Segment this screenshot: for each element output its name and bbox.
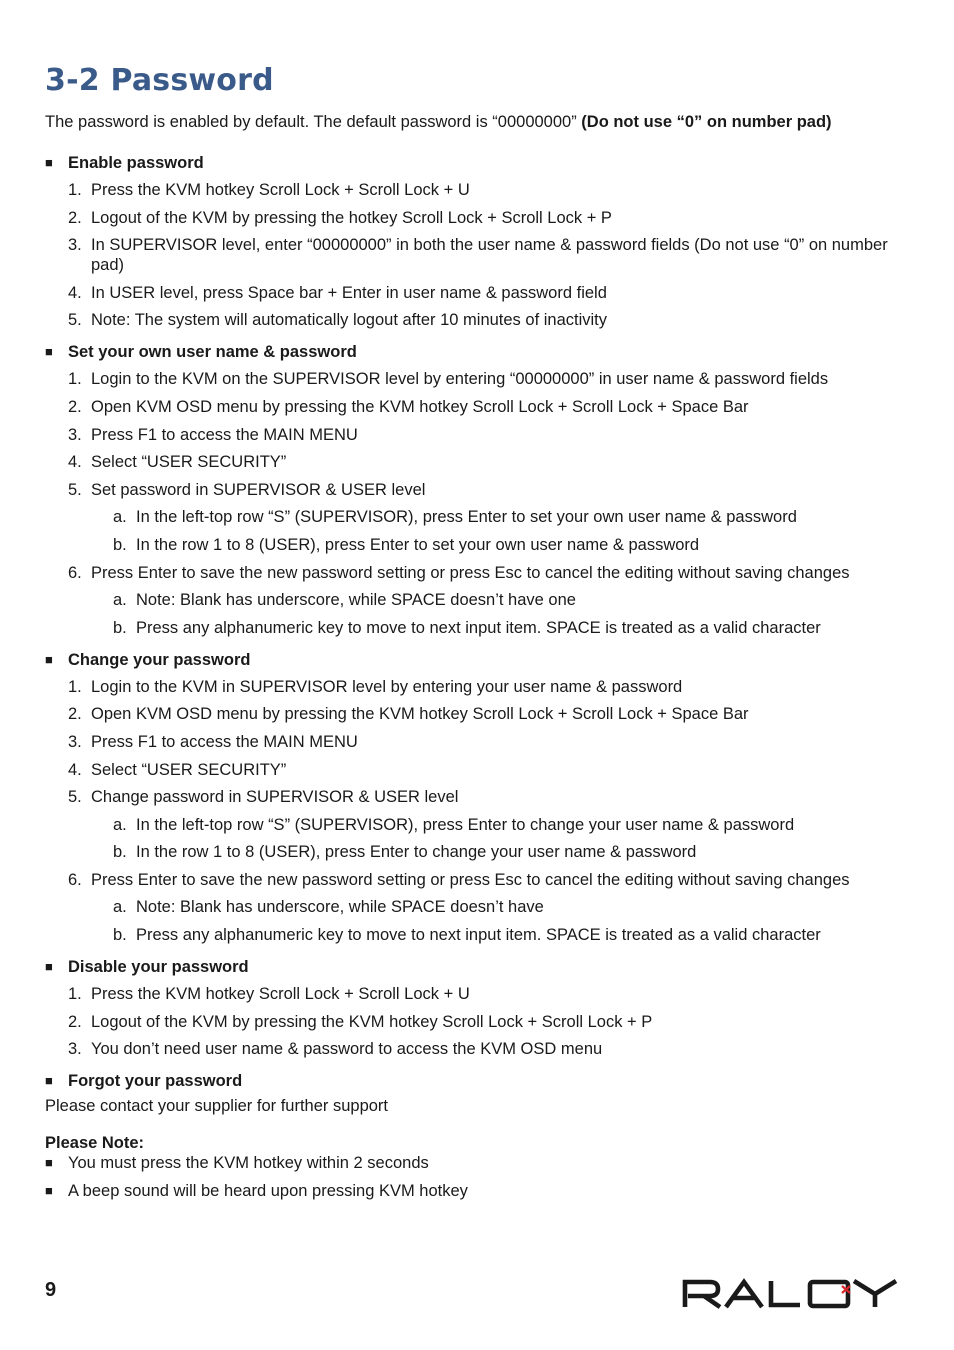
section-heading-text: Enable password bbox=[68, 154, 204, 172]
step-text: Press the KVM hotkey Scroll Lock + Scroll Lock + U bbox=[91, 181, 470, 199]
section bbox=[45, 153, 915, 330]
step-item bbox=[45, 397, 915, 417]
step-text: Login to the KVM on the SUPERVISOR level by entering “00000000” in user name & password fields bbox=[91, 370, 829, 389]
substep-item bbox=[91, 815, 915, 835]
note-title: Please Note: bbox=[45, 1134, 145, 1153]
raloy-logo-graphic bbox=[682, 1277, 910, 1311]
note-item-text: A beep sound will be heard upon pressing KVM hotkey bbox=[68, 1182, 468, 1201]
note-item-text: You must press the KVM hotkey within 2 seconds bbox=[68, 1154, 429, 1173]
substep-item bbox=[91, 535, 915, 555]
square-bullet-icon: ■ bbox=[45, 959, 53, 975]
substep-text: In the row 1 to 8 (USER), press Enter to set your own user name & password bbox=[136, 535, 700, 554]
step-number: 3. bbox=[68, 732, 82, 751]
step-text: In SUPERVISOR level, enter “00000000” in both the user name & password fields (Do not use “0” on number pad) bbox=[91, 236, 888, 275]
substep-letter: b. bbox=[113, 926, 127, 945]
step-item bbox=[45, 1012, 915, 1032]
step-text: Select “USER SECURITY” bbox=[91, 453, 287, 472]
step-item bbox=[45, 704, 915, 724]
step-text: You don’t need user name & password to access the KVM OSD menu bbox=[91, 1040, 603, 1059]
square-bullet-icon: ■ bbox=[45, 1155, 53, 1171]
step-number: 2. bbox=[68, 705, 82, 724]
step-number: 1. bbox=[68, 677, 82, 696]
section-heading-text: Forgot your password bbox=[68, 1072, 243, 1091]
step-text: Logout of the KVM by pressing the hotkey Scroll Lock + Scroll Lock + P bbox=[91, 208, 612, 227]
substep-letter: a. bbox=[113, 591, 127, 610]
step-number: 3. bbox=[68, 425, 82, 444]
substep-letter: b. bbox=[113, 618, 127, 637]
section bbox=[45, 650, 915, 945]
note-item bbox=[45, 1153, 915, 1173]
step-number: 2. bbox=[68, 1012, 82, 1031]
substep-item bbox=[91, 925, 915, 945]
step-item bbox=[45, 787, 915, 862]
step-item bbox=[45, 1039, 915, 1059]
step-item bbox=[45, 310, 915, 330]
step-text: Set password in SUPERVISOR & USER level bbox=[91, 480, 426, 499]
substep-text: In the left-top row “S” (SUPERVISOR), press Enter to change your user name & password bbox=[136, 815, 795, 834]
step-item bbox=[45, 677, 915, 697]
step-text: Press the KVM hotkey Scroll Lock + Scroll Lock + U bbox=[91, 985, 470, 1004]
substep-item bbox=[91, 618, 915, 638]
step-text: Press F1 to access the MAIN MENU bbox=[91, 425, 358, 444]
substep-letter: b. bbox=[113, 843, 127, 862]
substep-list bbox=[91, 897, 915, 945]
substep-item bbox=[91, 897, 915, 917]
page-number: 9 bbox=[45, 1279, 57, 1301]
step-item bbox=[45, 208, 915, 228]
substep-text: Note: Blank has underscore, while SPACE doesn’t have bbox=[136, 898, 544, 917]
substep-text: Press any alphanumeric key to move to next input item. SPACE is treated as a valid character bbox=[136, 618, 821, 637]
square-bullet-icon: ■ bbox=[45, 155, 53, 170]
page-title: 3-2 Password bbox=[45, 63, 274, 98]
section-heading-text: Set your own user name & password bbox=[68, 343, 357, 362]
step-item bbox=[45, 235, 915, 275]
step-number: 1. bbox=[68, 370, 82, 389]
substep-text: In the left-top row “S” (SUPERVISOR), press Enter to set your own user name & password bbox=[136, 508, 797, 527]
step-text: Select “USER SECURITY” bbox=[91, 760, 287, 779]
note-item bbox=[45, 1181, 915, 1201]
step-item bbox=[45, 480, 915, 555]
step-item bbox=[45, 369, 915, 389]
square-bullet-icon: ■ bbox=[45, 344, 53, 360]
step-number: 5. bbox=[68, 480, 82, 499]
step-text: Press F1 to access the MAIN MENU bbox=[91, 732, 358, 751]
intro-text: The password is enabled by default. The default password is “00000000” bbox=[45, 113, 582, 131]
step-item bbox=[45, 180, 915, 200]
section-heading bbox=[45, 342, 915, 362]
substep-letter: a. bbox=[113, 815, 127, 834]
step-number: 2. bbox=[68, 208, 82, 227]
step-number: 1. bbox=[68, 985, 82, 1004]
step-text: Note: The system will automatically logout after 10 minutes of inactivity bbox=[91, 311, 608, 330]
substep-item bbox=[91, 590, 915, 610]
section-heading-text: Change your password bbox=[68, 650, 251, 669]
note-list bbox=[45, 1153, 915, 1201]
substep-text: In the row 1 to 8 (USER), press Enter to change your user name & password bbox=[136, 843, 697, 862]
section bbox=[45, 342, 915, 637]
substep-list bbox=[91, 507, 915, 555]
step-number: 4. bbox=[68, 283, 82, 302]
note-block bbox=[45, 1133, 915, 1201]
step-number: 6. bbox=[68, 870, 82, 889]
substep-list bbox=[91, 590, 915, 638]
square-bullet-icon: ■ bbox=[45, 1183, 53, 1199]
step-item bbox=[45, 283, 915, 303]
step-item bbox=[45, 452, 915, 472]
step-text: In USER level, press Space bar + Enter in user name & password field bbox=[91, 283, 607, 302]
step-number: 2. bbox=[68, 397, 82, 416]
step-item bbox=[45, 732, 915, 752]
substep-text: Press any alphanumeric key to move to next input item. SPACE is treated as a valid character bbox=[136, 926, 821, 945]
step-list bbox=[45, 180, 915, 330]
substep-list bbox=[91, 815, 915, 863]
sections-container bbox=[45, 153, 915, 1116]
section-paragraph: Please contact your supplier for further support bbox=[45, 1097, 389, 1116]
section-heading-text: Disable your password bbox=[68, 958, 249, 977]
step-item bbox=[45, 563, 915, 638]
substep-letter: a. bbox=[113, 898, 127, 917]
square-bullet-icon: ■ bbox=[45, 651, 53, 667]
step-number: 3. bbox=[68, 236, 82, 255]
section-heading bbox=[45, 1071, 915, 1091]
step-number: 4. bbox=[68, 453, 82, 472]
intro-warning: (Do not use “0” on number pad) bbox=[581, 113, 832, 131]
substep-item bbox=[91, 842, 915, 862]
section bbox=[45, 1071, 915, 1116]
step-list bbox=[45, 984, 915, 1059]
substep-item bbox=[91, 507, 915, 527]
document-page bbox=[45, 62, 915, 1209]
raloy-logo bbox=[682, 1277, 910, 1316]
section-heading bbox=[45, 153, 915, 173]
step-item bbox=[45, 760, 915, 780]
step-number: 1. bbox=[68, 181, 82, 199]
intro-paragraph bbox=[45, 112, 915, 132]
section-heading bbox=[45, 957, 915, 977]
step-list bbox=[45, 369, 915, 637]
substep-letter: b. bbox=[113, 535, 127, 554]
section-heading bbox=[45, 650, 915, 670]
step-text: Open KVM OSD menu by pressing the KVM hotkey Scroll Lock + Scroll Lock + Space Bar bbox=[91, 705, 749, 724]
step-number: 4. bbox=[68, 760, 82, 779]
step-text: Open KVM OSD menu by pressing the KVM hotkey Scroll Lock + Scroll Lock + Space Bar bbox=[91, 397, 749, 416]
step-item bbox=[45, 984, 915, 1004]
substep-text: Note: Blank has underscore, while SPACE doesn’t have one bbox=[136, 591, 576, 610]
step-text: Press Enter to save the new password setting or press Esc to cancel the editing without saving changes bbox=[91, 563, 850, 582]
step-list bbox=[45, 677, 915, 945]
substep-letter: a. bbox=[113, 508, 127, 527]
section bbox=[45, 957, 915, 1059]
step-item bbox=[45, 425, 915, 445]
square-bullet-icon: ■ bbox=[45, 1073, 53, 1089]
step-text: Press Enter to save the new password setting or press Esc to cancel the editing without saving changes bbox=[91, 870, 850, 889]
step-text: Change password in SUPERVISOR & USER level bbox=[91, 788, 459, 807]
step-number: 5. bbox=[68, 311, 82, 330]
step-number: 6. bbox=[68, 563, 82, 582]
step-text: Logout of the KVM by pressing the KVM hotkey Scroll Lock + Scroll Lock + P bbox=[91, 1012, 653, 1031]
step-number: 3. bbox=[68, 1040, 82, 1059]
step-number: 5. bbox=[68, 788, 82, 807]
step-text: Login to the KVM in SUPERVISOR level by entering your user name & password bbox=[91, 677, 683, 696]
step-item bbox=[45, 870, 915, 945]
